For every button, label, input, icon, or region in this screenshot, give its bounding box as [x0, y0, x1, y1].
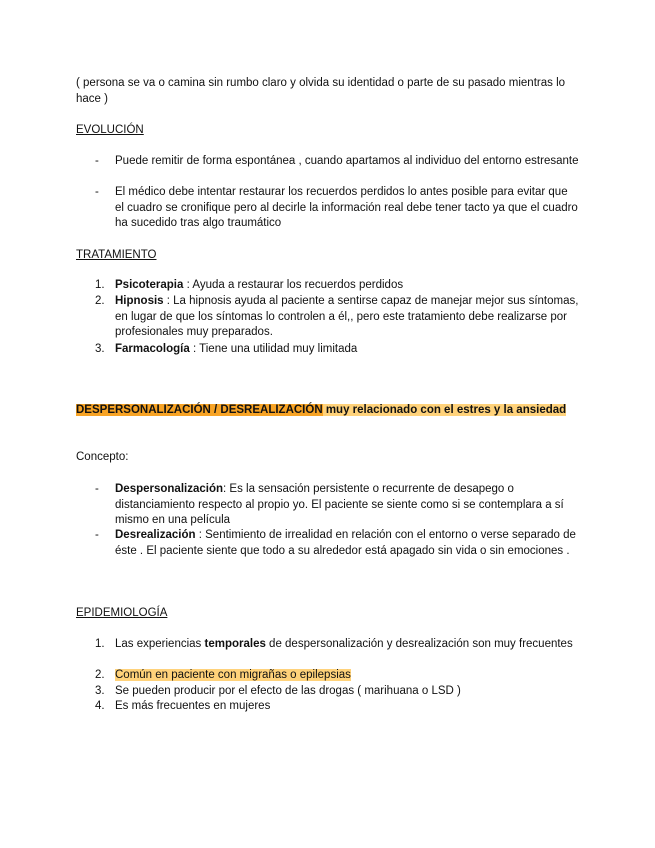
list-item-text-post: de despersonalización y desrealización son muy frecuentes: [265, 638, 573, 650]
term: Psicoterapia: [115, 279, 184, 291]
list-item-text: : La hipnosis ayuda al paciente a sentirse capaz de manejar mejor sus síntomas, en lugar de que los síntomas lo controlen a él,, pero este tratamiento debe realizarse por profesionales muy preparados.: [115, 295, 579, 339]
list-item: [95, 482, 579, 529]
list-item: [95, 637, 579, 653]
term: Desrealización: [115, 529, 196, 541]
list-item: [95, 528, 579, 559]
bullet-marker: -: [95, 483, 99, 495]
intro-paragraph: ( persona se va o camina sin rumbo claro y olvida su identidad o parte de su pasado mientras lo hace ): [76, 77, 566, 105]
list-number: 1.: [95, 638, 105, 650]
term: Despersonalización: [115, 483, 224, 495]
list-number: 4.: [95, 700, 105, 712]
list-number: 1.: [95, 279, 105, 291]
list-item: [95, 342, 579, 358]
list-item-text-pre: Las experiencias: [115, 638, 205, 650]
section-title-despersonalizacion: [76, 403, 579, 419]
list-item: [95, 154, 579, 170]
list-item: [95, 668, 579, 684]
list-number: 2.: [95, 295, 105, 307]
heading-evolucion: EVOLUCIÓN: [76, 124, 144, 136]
list-item-text: Se pueden producir por el efecto de las drogas ( marihuana o LSD ): [115, 685, 461, 697]
list-number: 3.: [95, 343, 105, 355]
list-item: [95, 278, 579, 294]
concepto-label: Concepto:: [76, 451, 129, 463]
heading-epidemiologia: EPIDEMIOLOGÍA: [76, 607, 168, 619]
list-item: [95, 294, 579, 341]
list-item-text: : Es la sensación persistente o recurrente de desapego o distanciamiento respecto al propio yo. El paciente se siente como si se contemplara a sí mismo en una película: [115, 483, 564, 527]
list-item: [95, 684, 579, 700]
term: temporales: [204, 638, 266, 650]
bullet-marker: -: [95, 186, 99, 198]
list-item: [95, 185, 579, 232]
list-item-text: El médico debe intentar restaurar los recuerdos perdidos lo antes posible para evitar que el cuadro se cronifique pero al decirle la información real debe tener tacto ya que el cuadro ha sucedido tras algo traumático: [115, 186, 578, 230]
highlighted-text: Común en paciente con migrañas o epilepsias: [115, 669, 351, 681]
list-item-text: Puede remitir de forma espontánea , cuando apartamos al individuo del entorno estresante: [115, 155, 579, 167]
highlighted-title: DESPERSONALIZACIÓN / DESREALIZACIÓN: [76, 404, 323, 416]
term: Hipnosis: [115, 295, 164, 307]
list-item-text: : Sentimiento de irrealidad en relación con el entorno o verse separado de éste . El paciente siente que todo a su alrededor está apagado sin vida o sin emociones .: [115, 529, 576, 557]
list-item-text: Es más frecuentes en mujeres: [115, 700, 271, 712]
list-item-text: : Ayuda a restaurar los recuerdos perdidos: [183, 279, 404, 291]
highlighted-subtitle: muy relacionado con el estres y la ansiedad: [322, 404, 567, 416]
list-number: 3.: [95, 685, 105, 697]
bullet-marker: -: [95, 155, 99, 167]
list-item-text: : Tiene una utilidad muy limitada: [189, 343, 358, 355]
list-item: [95, 699, 579, 715]
term: Farmacología: [115, 343, 190, 355]
list-number: 2.: [95, 669, 105, 681]
heading-tratamiento: TRATAMIENTO: [76, 249, 157, 261]
bullet-marker: -: [95, 529, 99, 541]
